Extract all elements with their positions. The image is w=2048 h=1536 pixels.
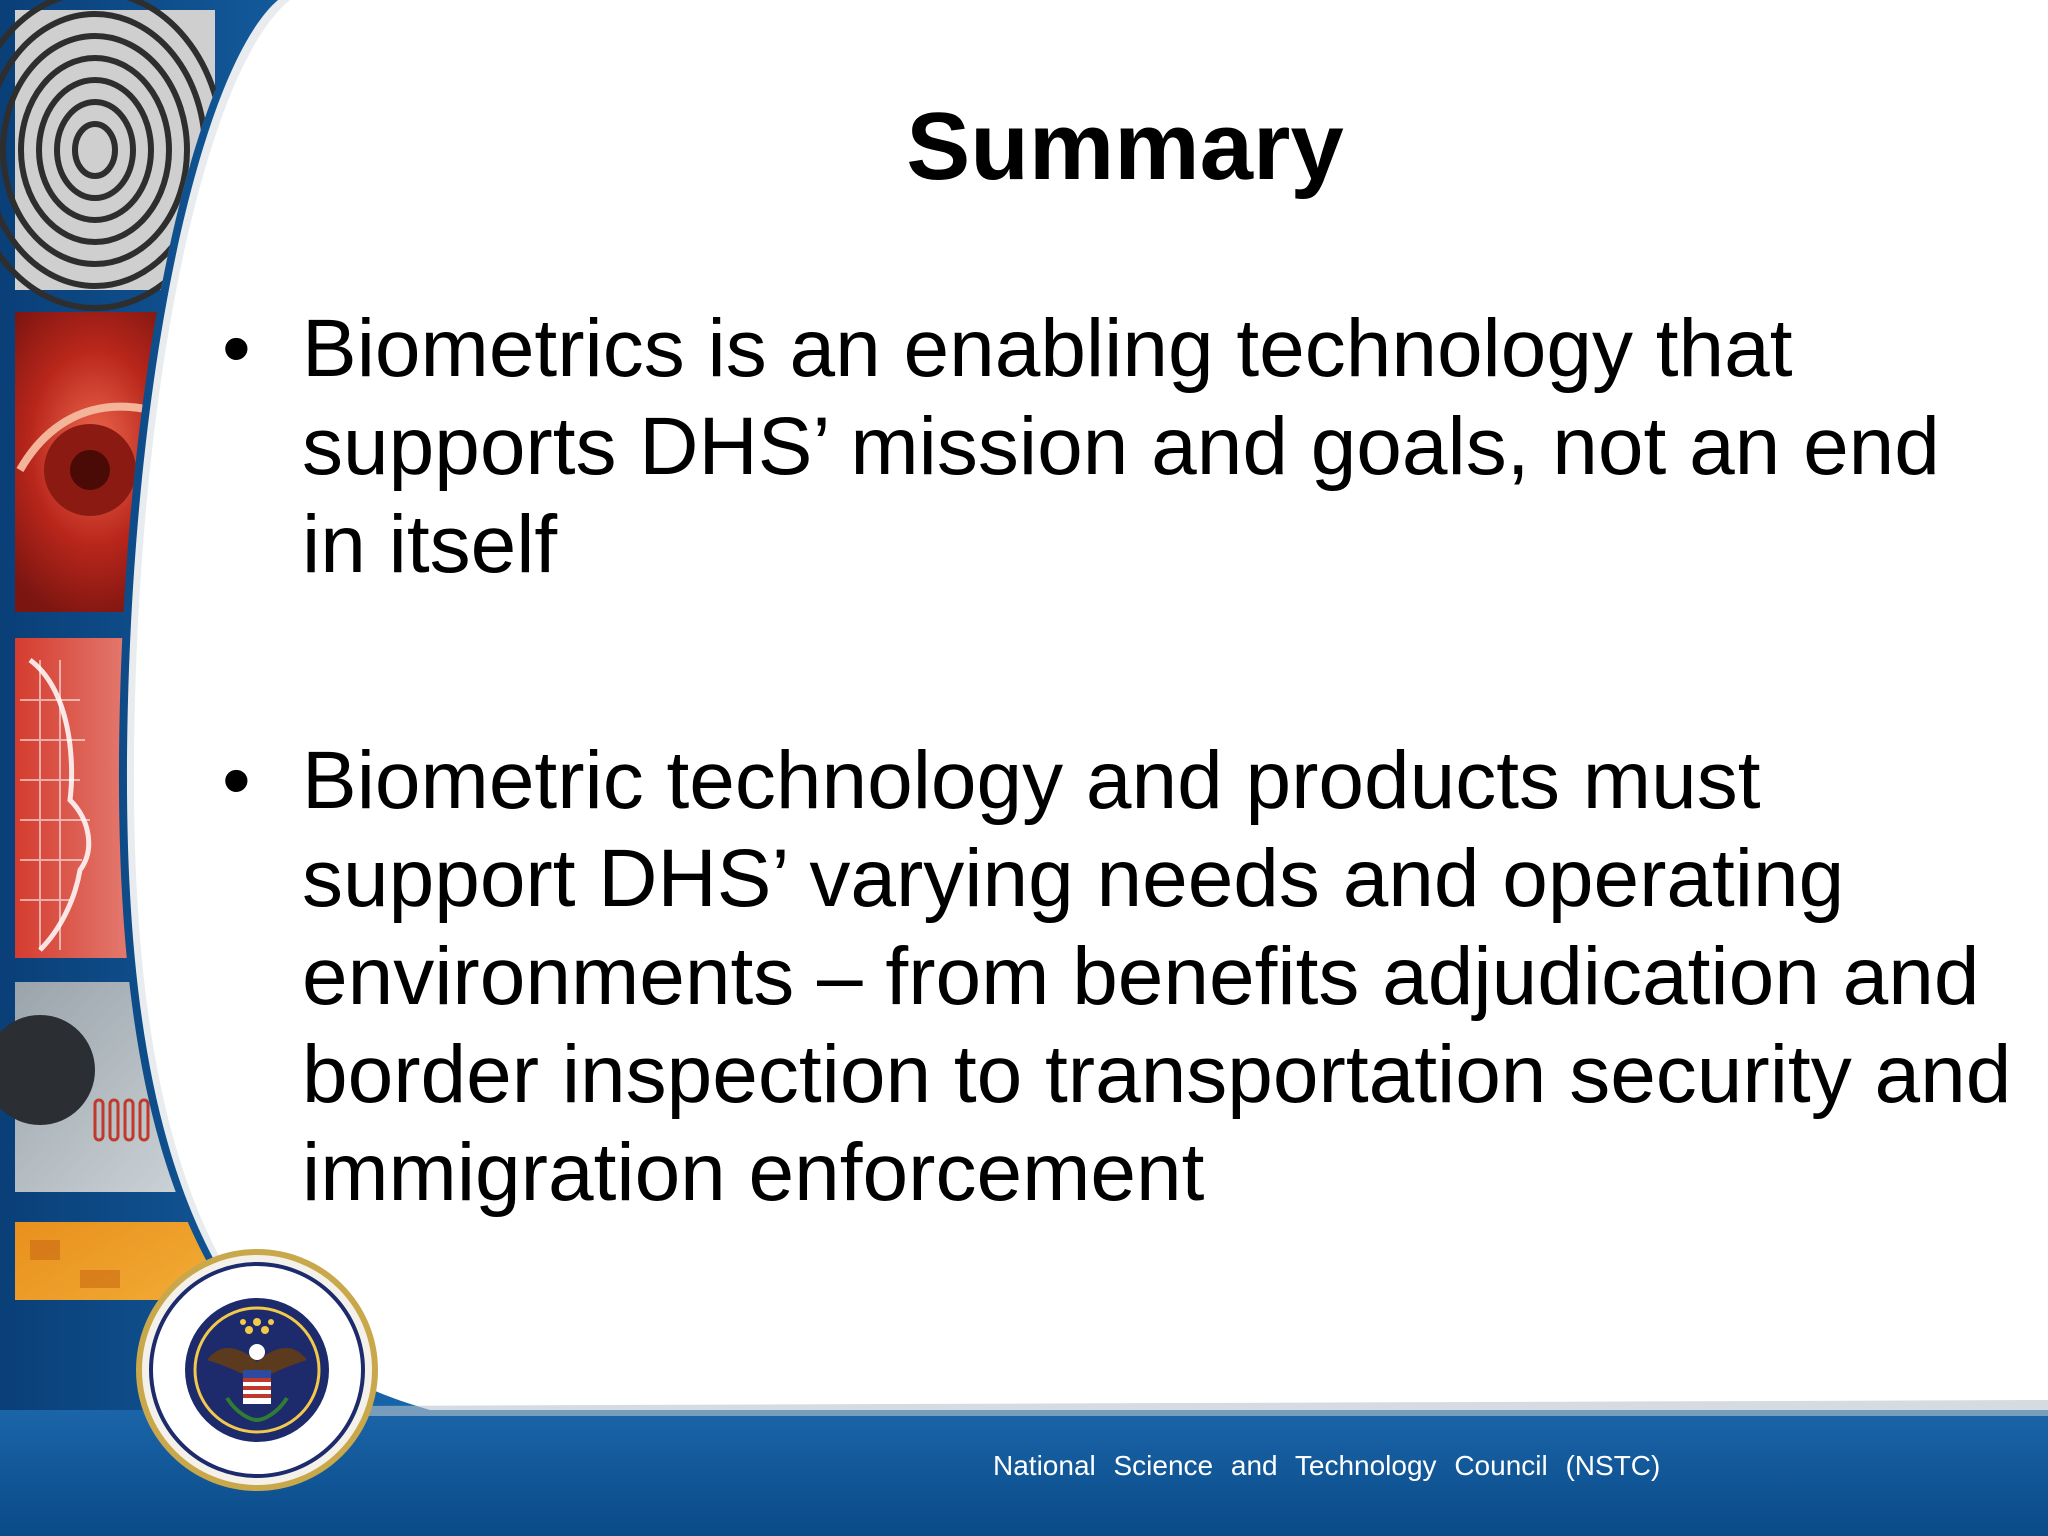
footer-text: National Science and Technology Council (NSTC) bbox=[993, 1450, 1661, 1481]
bullet-item bbox=[222, 300, 2022, 594]
bullet-text: Biometric technology and products must support DHS’ varying needs and operating environments – from benefits adjudication and border inspection to transportation security and immigration enforcement bbox=[302, 735, 2012, 1218]
bullet-text: Biometrics is an enabling technology that supports DHS’ mission and goals, not an end in itself bbox=[302, 303, 1940, 590]
nstc-seal-logo bbox=[139, 1252, 375, 1488]
bullet-dot-icon: • bbox=[222, 303, 251, 394]
bullet-list bbox=[222, 300, 2022, 1222]
bullet-dot-icon: • bbox=[222, 735, 251, 826]
slide-title: Summary bbox=[906, 93, 1344, 200]
bullet-item bbox=[222, 732, 2022, 1222]
